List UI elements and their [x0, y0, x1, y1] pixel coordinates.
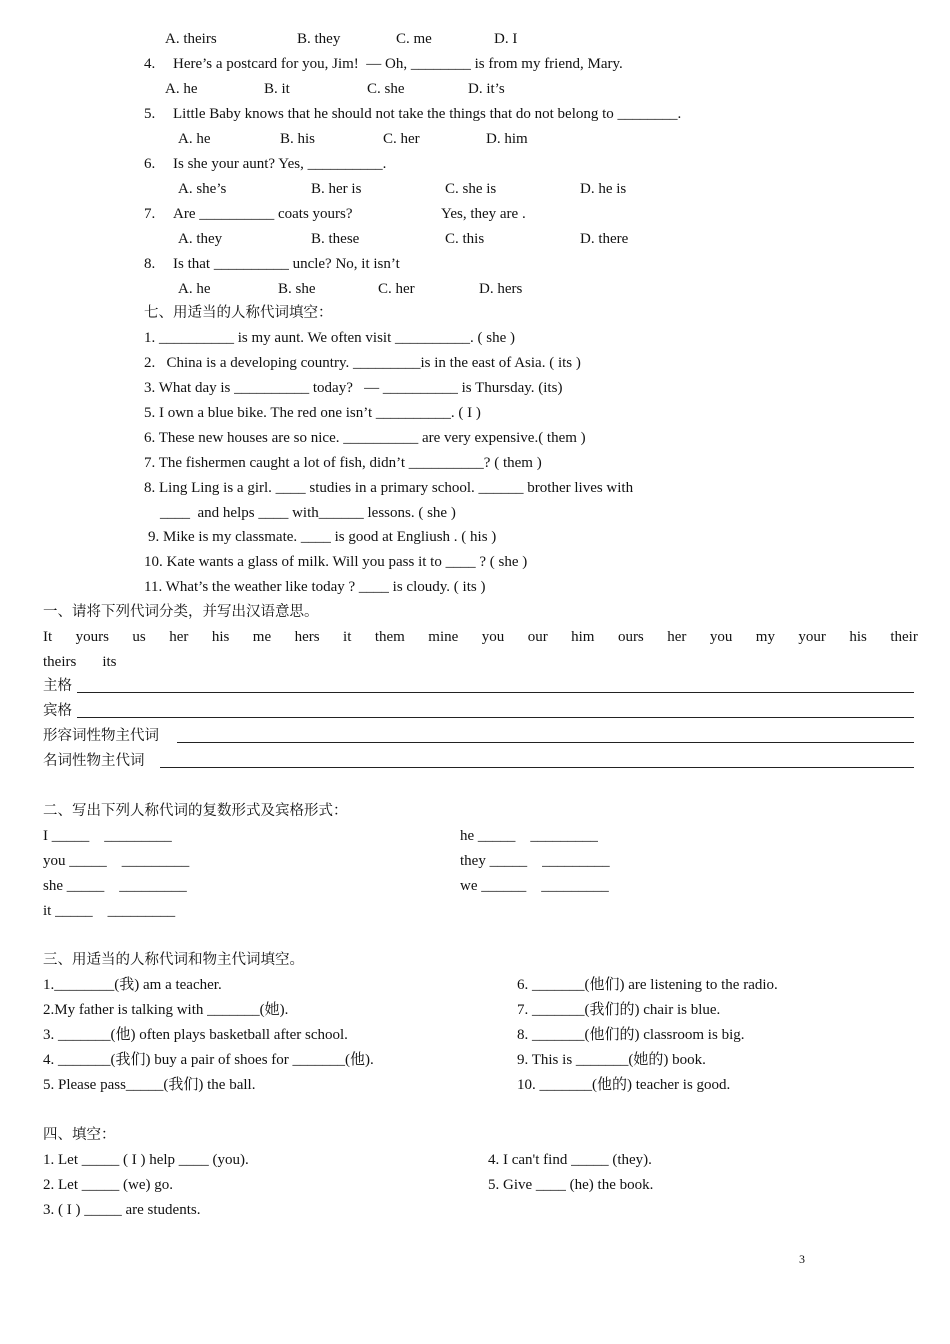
q4-option-b: B. it — [264, 81, 290, 97]
pronoun-word: their — [890, 629, 918, 645]
q3-option-c: C. me — [396, 31, 432, 47]
section4-item: 5. Give ____ (he) the book. — [488, 1177, 654, 1193]
case-label-nominative: 主格 — [43, 678, 72, 694]
q8-text: Is that __________ uncle? No, it isn’t — [173, 256, 400, 272]
pronoun-word: her — [169, 629, 189, 645]
q4-number: 4. — [144, 56, 156, 72]
q8-option-a: A. he — [178, 281, 211, 297]
q5-option-d: D. him — [486, 131, 528, 147]
q3-option-d: D. I — [494, 31, 518, 47]
section7-line: 5. I own a blue bike. The red one isn’t __________. ( I ) — [144, 405, 481, 421]
q7-text: Are __________ coats yours? — [173, 206, 353, 222]
pronoun-word: it — [343, 629, 352, 645]
answer-line — [77, 692, 914, 693]
pronoun-word: them — [374, 629, 405, 645]
pronoun-word: its — [102, 654, 117, 670]
section7-line: 10. Kate wants a glass of milk. Will you pass it to ____ ? ( she ) — [144, 554, 528, 570]
case-label-objective: 宾格 — [43, 703, 72, 719]
section2-item: we ______ _________ — [460, 878, 609, 894]
section7-line: 2. China is a developing country. _________is in the east of Asia. ( its ) — [144, 355, 581, 371]
section3-item: 2.My father is talking with _______(她). — [43, 1002, 289, 1018]
section7-line: 8. Ling Ling is a girl. ____ studies in a primary school. ______ brother lives with — [144, 480, 634, 496]
q6-option-d: D. he is — [580, 181, 627, 197]
section2-item: she _____ _________ — [43, 878, 187, 894]
q4-text: Here’s a postcard for you, Jim! — Oh, ________ is from my friend, Mary. — [173, 56, 623, 72]
q6-option-a: A. she’s — [178, 181, 227, 197]
q5-number: 5. — [144, 106, 156, 122]
section4-item: 1. Let _____ ( I ) help ____ (you). — [43, 1152, 249, 1168]
pronoun-word: your — [798, 629, 826, 645]
section2-item: I _____ _________ — [43, 828, 172, 844]
pronoun-word: ours — [617, 629, 644, 645]
section3-item: 6. _______(他们) are listening to the radio. — [517, 977, 778, 993]
q6-number: 6. — [144, 156, 156, 172]
section7-line: 9. Mike is my classmate. ____ is good at Engliush . ( his ) — [148, 529, 497, 545]
q6-option-c: C. she is — [445, 181, 497, 197]
pronoun-word: It — [43, 629, 53, 645]
q5-text: Little Baby knows that he should not take the things that do not belong to ________. — [173, 106, 682, 122]
section3-item: 5. Please pass_____(我们) the ball. — [43, 1077, 256, 1093]
q7-answer: Yes, they are . — [441, 206, 526, 222]
section7-title: 七、用适当的人称代词填空： — [144, 305, 333, 321]
q5-option-a: A. he — [178, 131, 211, 147]
pronoun-word: you — [481, 629, 505, 645]
answer-line — [77, 717, 914, 718]
page-number: 3 — [799, 1252, 805, 1266]
pronoun-word: his — [849, 629, 867, 645]
pronoun-word-row — [43, 628, 918, 646]
pronoun-word-row — [43, 653, 163, 671]
section7-line: ____ and helps ____ with______ lessons. ( she ) — [160, 505, 456, 521]
pronoun-word: my — [755, 629, 775, 645]
section3-item: 10. _______(他的) teacher is good. — [517, 1077, 731, 1093]
case-label-adjective-possessive: 形容词性物主代词 — [43, 728, 159, 744]
pronoun-word: his — [211, 629, 230, 645]
pronoun-word: us — [132, 629, 146, 645]
q7-option-b: B. these — [311, 231, 360, 247]
section7-line: 7. The fishermen caught a lot of fish, didn’t __________? ( them ) — [144, 455, 542, 471]
section3-item: 7. _______(我们的) chair is blue. — [517, 1002, 721, 1018]
section2-item: they _____ _________ — [460, 853, 610, 869]
pronoun-word: you — [709, 629, 733, 645]
section7-line: 6. These new houses are so nice. __________ are very expensive.( them ) — [144, 430, 586, 446]
q7-number: 7. — [144, 206, 156, 222]
pronoun-word: theirs — [43, 654, 77, 670]
q7-option-c: C. this — [445, 231, 485, 247]
section4-item: 3. ( I ) _____ are students. — [43, 1202, 201, 1218]
pronoun-word: mine — [428, 629, 459, 645]
section7-line: 1. __________ is my aunt. We often visit __________. ( she ) — [144, 330, 515, 346]
q4-option-c: C. she — [367, 81, 405, 97]
q6-option-b: B. her is — [311, 181, 362, 197]
q5-option-b: B. his — [280, 131, 316, 147]
q8-option-d: D. hers — [479, 281, 523, 297]
section2-item: he _____ _________ — [460, 828, 598, 844]
section3-item: 9. This is _______(她的) book. — [517, 1052, 706, 1068]
answer-line — [177, 742, 914, 743]
section2-item: it _____ _________ — [43, 903, 176, 919]
pronoun-word: our — [527, 629, 548, 645]
pronoun-word: me — [252, 629, 272, 645]
section3-item: 8. _______(他们的) classroom is big. — [517, 1027, 745, 1043]
section3-item: 1.________(我) am a teacher. — [43, 977, 222, 993]
q8-number: 8. — [144, 256, 156, 272]
q5-option-c: C. her — [383, 131, 420, 147]
section2-item: you _____ _________ — [43, 853, 190, 869]
section7-line: 3. What day is __________ today? — __________ is Thursday. (its) — [144, 380, 563, 396]
answer-line — [160, 767, 914, 768]
section2-title: 二、写出下列人称代词的复数形式及宾格形式： — [43, 803, 348, 819]
section3-item: 3. _______(他) often plays basketball after school. — [43, 1027, 348, 1043]
q7-option-a: A. they — [178, 231, 223, 247]
q4-option-d: D. it’s — [468, 81, 505, 97]
section4-item: 4. I can't find _____ (they). — [488, 1152, 652, 1168]
pronoun-word: her — [667, 629, 687, 645]
q8-option-b: B. she — [278, 281, 316, 297]
section3-item: 4. _______(我们) buy a pair of shoes for _______(他). — [43, 1052, 374, 1068]
q3-option-b: B. they — [297, 31, 341, 47]
section1-title: 一、请将下列代词分类，并写出汉语意思。 — [43, 604, 319, 620]
q3-option-a: A. theirs — [165, 31, 217, 47]
section4-item: 2. Let _____ (we) go. — [43, 1177, 173, 1193]
q4-option-a: A. he — [165, 81, 198, 97]
case-label-noun-possessive: 名词性物主代词 — [43, 753, 145, 769]
q7-option-d: D. there — [580, 231, 629, 247]
section7-line: 11. What’s the weather like today ? ____ is cloudy. ( its ) — [144, 579, 486, 595]
q6-text: Is she your aunt? Yes, __________. — [173, 156, 387, 172]
pronoun-word: hers — [294, 629, 320, 645]
pronoun-word: yours — [75, 629, 109, 645]
section4-title: 四、填空： — [43, 1127, 116, 1143]
q8-option-c: C. her — [378, 281, 415, 297]
section3-title: 三、用适当的人称代词和物主代词填空。 — [43, 952, 304, 968]
pronoun-word: him — [571, 629, 595, 645]
